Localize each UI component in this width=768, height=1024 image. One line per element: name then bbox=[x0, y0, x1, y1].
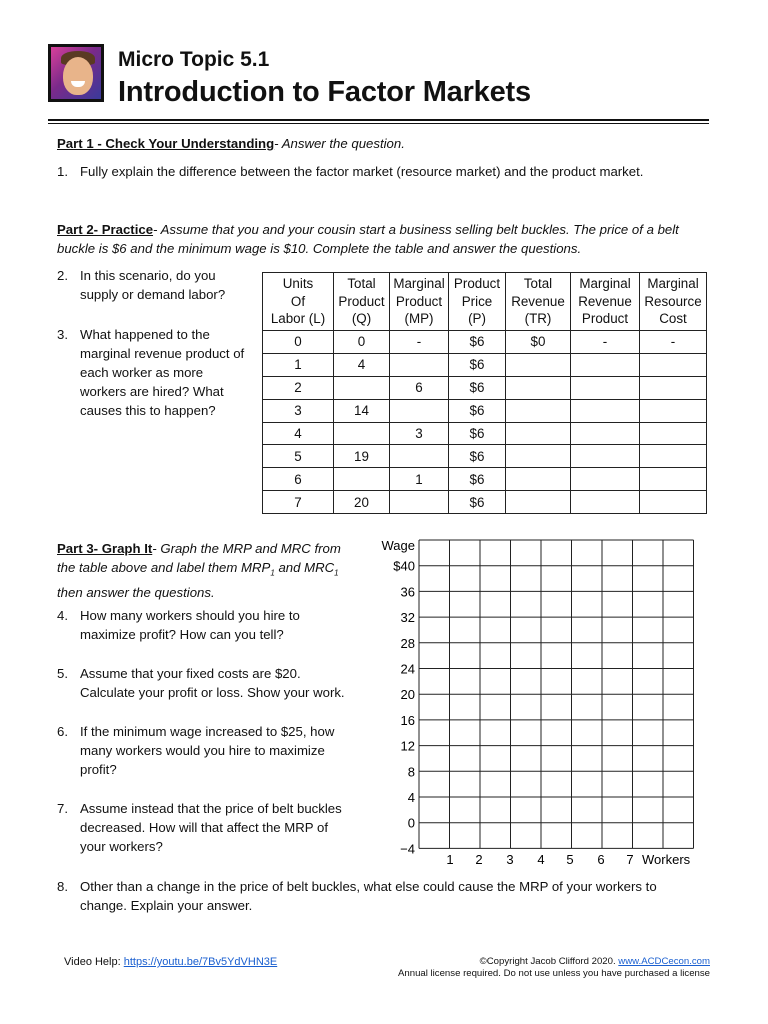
site-link[interactable]: www.ACDCecon.com bbox=[618, 956, 710, 967]
table-cell bbox=[506, 491, 571, 514]
table-cell: 2 bbox=[263, 376, 334, 399]
table-row bbox=[263, 468, 707, 491]
page-title: Introduction to Factor Markets bbox=[118, 76, 531, 108]
y-axis-label: Wage bbox=[381, 538, 415, 553]
video-help: Video Help: https://youtu.be/7Bv5YdVHN3E bbox=[64, 956, 278, 968]
table-cell: $0 bbox=[506, 331, 571, 354]
y-tick-label: $40 bbox=[393, 558, 415, 574]
table-cell bbox=[640, 376, 707, 399]
table-cell: 6 bbox=[390, 376, 449, 399]
table-row bbox=[263, 491, 707, 514]
y-tick-label: 4 bbox=[407, 790, 415, 805]
table-row bbox=[263, 422, 707, 445]
table-cell bbox=[640, 353, 707, 376]
table-cell: $6 bbox=[449, 353, 506, 376]
table-cell: 0 bbox=[263, 331, 334, 354]
y-tick-label: −4 bbox=[400, 841, 415, 857]
table-cell bbox=[571, 468, 640, 491]
mrp-mrc-graph bbox=[380, 536, 700, 871]
table-cell bbox=[506, 422, 571, 445]
table-cell bbox=[506, 376, 571, 399]
part2-header: Part 2- Practice- Assume that you and your cousin start a business selling belt buckles. The price of a belt buckle is $6 and the minimum wage is $10. Complete the table and answer the questions. bbox=[57, 222, 679, 256]
table-cell bbox=[390, 399, 449, 422]
production-table bbox=[262, 272, 707, 514]
table-cell bbox=[640, 445, 707, 468]
y-tick-label: 36 bbox=[400, 584, 415, 600]
table-cell: $6 bbox=[449, 491, 506, 514]
table-cell bbox=[506, 353, 571, 376]
table-cell bbox=[640, 399, 707, 422]
author-photo bbox=[48, 44, 104, 102]
col-total-revenue: Total Revenue (TR) bbox=[506, 273, 571, 331]
x-tick-label: 4 bbox=[537, 852, 545, 867]
header-divider bbox=[48, 119, 709, 121]
col-units-of-labor: Units Of Labor (L) bbox=[263, 273, 334, 331]
table-row bbox=[263, 399, 707, 422]
table-cell bbox=[506, 445, 571, 468]
x-tick-label: 7 bbox=[626, 852, 634, 867]
table-cell bbox=[571, 399, 640, 422]
table-cell: 1 bbox=[390, 468, 449, 491]
table-header-row bbox=[263, 273, 707, 331]
video-help-link[interactable]: https://youtu.be/7Bv5YdVHN3E bbox=[123, 956, 278, 968]
y-tick-label: 24 bbox=[400, 661, 415, 677]
x-tick-label: 6 bbox=[597, 852, 605, 867]
col-marginal-product: Marginal Product (MP) bbox=[390, 273, 449, 331]
table-cell bbox=[571, 376, 640, 399]
table-cell bbox=[571, 491, 640, 514]
table-cell: - bbox=[640, 331, 707, 354]
topic-label: Micro Topic 5.1 bbox=[118, 48, 270, 71]
col-marginal-revenue-product: Marginal Revenue Product bbox=[571, 273, 640, 331]
table-cell bbox=[571, 445, 640, 468]
table-cell: 5 bbox=[263, 445, 334, 468]
table-cell: $6 bbox=[449, 422, 506, 445]
x-tick-label: 2 bbox=[475, 852, 483, 867]
x-tick-label: 3 bbox=[506, 852, 514, 867]
table-cell: 3 bbox=[263, 399, 334, 422]
col-marginal-resource-cost: Marginal Resource Cost bbox=[640, 273, 707, 331]
y-tick-label: 16 bbox=[400, 712, 415, 728]
table-cell bbox=[390, 353, 449, 376]
table-cell bbox=[506, 468, 571, 491]
table-cell: - bbox=[390, 331, 449, 354]
table-cell bbox=[334, 468, 390, 491]
table-cell: 14 bbox=[334, 399, 390, 422]
table-cell: $6 bbox=[449, 331, 506, 354]
table-cell bbox=[571, 353, 640, 376]
table-cell bbox=[390, 491, 449, 514]
table-cell: $6 bbox=[449, 468, 506, 491]
part1-header: Part 1 - Check Your Understanding- Answer the question. bbox=[57, 136, 405, 151]
table-row bbox=[263, 331, 707, 354]
table-cell: 3 bbox=[390, 422, 449, 445]
x-tick-label: 5 bbox=[566, 852, 574, 867]
table-row bbox=[263, 376, 707, 399]
table-cell: 1 bbox=[263, 353, 334, 376]
table-cell bbox=[506, 399, 571, 422]
y-tick-label: 12 bbox=[400, 738, 415, 754]
table-cell: 19 bbox=[334, 445, 390, 468]
table-cell bbox=[334, 376, 390, 399]
table-cell bbox=[640, 468, 707, 491]
table-cell: $6 bbox=[449, 376, 506, 399]
table-cell: 6 bbox=[263, 468, 334, 491]
table-row bbox=[263, 353, 707, 376]
y-tick-label: 0 bbox=[407, 815, 415, 831]
y-tick-label: 8 bbox=[407, 764, 415, 780]
y-tick-label: 32 bbox=[400, 610, 415, 626]
table-cell: $6 bbox=[449, 399, 506, 422]
col-total-product: Total Product (Q) bbox=[334, 273, 390, 331]
table-cell bbox=[640, 491, 707, 514]
table-cell: - bbox=[571, 331, 640, 354]
header-divider-thin bbox=[48, 123, 709, 124]
table-cell: 4 bbox=[263, 422, 334, 445]
y-tick-label: 28 bbox=[400, 635, 415, 651]
table-cell bbox=[571, 422, 640, 445]
table-cell: 4 bbox=[334, 353, 390, 376]
x-tick-label: 1 bbox=[446, 852, 454, 867]
table-cell: $6 bbox=[449, 445, 506, 468]
table-cell: 0 bbox=[334, 331, 390, 354]
table-cell bbox=[390, 445, 449, 468]
table-cell bbox=[640, 422, 707, 445]
part3-header: Part 3- Graph It- Graph the MRP and MRC from the table above and label them $MRP_1$ and $MRC_1$ then answer the questions. bbox=[57, 541, 341, 600]
copyright-notice: ©Copyright Jacob Clifford 2020. www.ACDCecon.com Annual license required. Do not use unless you have purchased a license bbox=[398, 956, 710, 979]
col-product-price: Product Price (P) bbox=[449, 273, 506, 331]
y-tick-label: 20 bbox=[400, 687, 415, 703]
table-cell: 7 bbox=[263, 491, 334, 514]
table-cell: 20 bbox=[334, 491, 390, 514]
x-axis-label: Workers bbox=[642, 852, 691, 867]
table-cell bbox=[334, 422, 390, 445]
table-row bbox=[263, 445, 707, 468]
